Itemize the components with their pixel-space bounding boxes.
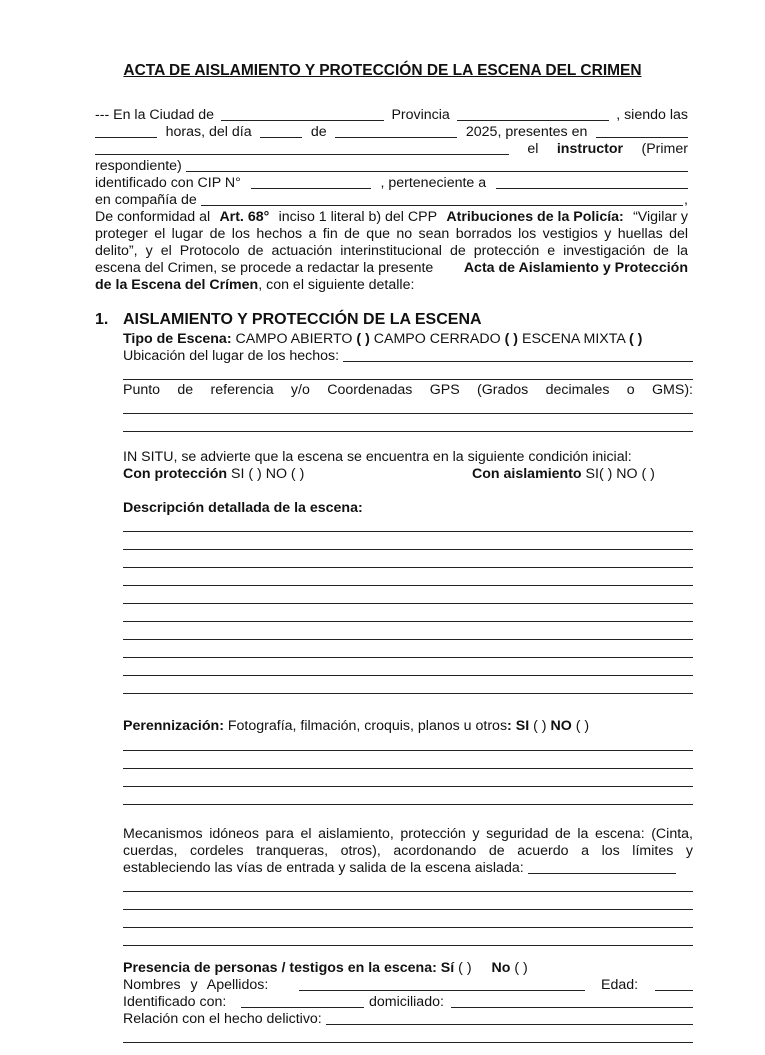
location-line bbox=[123, 348, 693, 365]
identified-label: Identificado con: bbox=[123, 994, 227, 1010]
month-field[interactable] bbox=[335, 124, 457, 138]
answer-line[interactable] bbox=[123, 567, 693, 568]
insitu-text: IN SITU, se advierte que la escena se encuentra en la siguiente condición inicial: bbox=[123, 449, 632, 465]
age-label: Edad: bbox=[601, 977, 639, 993]
intro-line-6 bbox=[95, 192, 688, 209]
answer-line[interactable] bbox=[123, 413, 693, 414]
names-label: Nombres y Apellidos: bbox=[123, 977, 269, 993]
location-input[interactable] bbox=[343, 348, 693, 362]
address-input[interactable] bbox=[451, 994, 693, 1008]
legal-text: , con el siguiente detalle: bbox=[258, 277, 415, 293]
answer-line[interactable] bbox=[123, 891, 693, 892]
protection-yes-checkbox[interactable]: SI ( ) bbox=[231, 466, 262, 482]
intro-company-label: en compañía de bbox=[95, 192, 197, 208]
answer-line[interactable] bbox=[123, 549, 693, 550]
isolation-label: Con aislamiento bbox=[472, 466, 582, 482]
names-input[interactable] bbox=[299, 977, 585, 991]
intro-time-label: , siendo las bbox=[616, 107, 688, 123]
intro-day-label: horas, del día bbox=[165, 124, 252, 140]
answer-line[interactable] bbox=[123, 750, 693, 751]
legal-line-3: delito”, y el Protocolo de actuación interinstitucional de protección e investigación de la bbox=[95, 243, 688, 259]
description-heading bbox=[123, 500, 693, 517]
witnesses-no-checkbox[interactable]: ( ) bbox=[514, 960, 528, 976]
legal-line-5 bbox=[95, 277, 688, 294]
intro-comma: , bbox=[684, 192, 688, 208]
legal-line-4 bbox=[95, 260, 688, 277]
witnesses-yes-checkbox[interactable]: ( ) bbox=[458, 960, 472, 976]
address-label: domiciliado: bbox=[369, 994, 444, 1010]
location-label: Ubicación del lugar de los hechos: bbox=[123, 348, 340, 364]
option-mixed-scene: ESCENA MIXTA bbox=[522, 331, 626, 347]
legal-text: “Vigilar y bbox=[633, 209, 688, 225]
mechanisms-input[interactable] bbox=[528, 860, 676, 874]
answer-line[interactable] bbox=[123, 621, 693, 622]
answer-line[interactable] bbox=[123, 675, 693, 676]
witnesses-yes-label: Sí bbox=[440, 960, 455, 976]
mechanisms-line-3 bbox=[123, 860, 693, 877]
province-field[interactable] bbox=[457, 107, 609, 121]
respondent-field[interactable] bbox=[186, 158, 688, 172]
answer-line[interactable] bbox=[123, 657, 693, 658]
answer-line[interactable] bbox=[123, 927, 693, 928]
mechanisms-label: estableciendo las vías de entrada y salida de la escena aislada: bbox=[123, 860, 524, 876]
answer-line[interactable] bbox=[123, 786, 693, 787]
protection-label: Con protección bbox=[123, 466, 228, 482]
section-1-heading bbox=[95, 311, 482, 329]
perennization-no-label: NO bbox=[550, 718, 572, 734]
protection-group bbox=[123, 466, 304, 483]
answer-line[interactable] bbox=[123, 585, 693, 586]
answer-line[interactable] bbox=[123, 603, 693, 604]
intro-belonging-label: , perteneciente a bbox=[380, 175, 487, 191]
answer-line[interactable] bbox=[123, 639, 693, 640]
legal-act-name: de la Escena del Crímen bbox=[95, 277, 259, 293]
option-closed-field: CAMPO CERRADO bbox=[373, 331, 501, 347]
perennization-no-checkbox[interactable]: ( ) bbox=[575, 718, 590, 734]
cip-field[interactable] bbox=[251, 175, 371, 189]
day-field[interactable] bbox=[260, 124, 302, 138]
legal-line-1 bbox=[95, 209, 688, 226]
belonging-field[interactable] bbox=[496, 175, 688, 189]
intro-line-4 bbox=[95, 158, 688, 175]
location-field[interactable] bbox=[95, 141, 509, 155]
scene-type-line bbox=[123, 331, 693, 348]
perennization-line bbox=[123, 718, 693, 735]
open-field-checkbox[interactable]: ( ) bbox=[356, 331, 370, 347]
isolation-yes-checkbox[interactable]: SI( ) bbox=[585, 466, 613, 482]
company-field[interactable] bbox=[201, 192, 683, 206]
answer-line[interactable] bbox=[123, 693, 693, 694]
perennization-yes-label: SI bbox=[515, 718, 530, 734]
answer-line[interactable] bbox=[123, 1042, 693, 1043]
mixed-scene-checkbox[interactable]: ( ) bbox=[628, 331, 643, 347]
intro-cip-label: identificado con CIP N° bbox=[95, 175, 241, 191]
legal-text: escena del Crimen, se procede a redactar la presente bbox=[95, 260, 434, 276]
witnesses-no-label: No bbox=[491, 960, 511, 976]
witnesses-line bbox=[123, 960, 693, 977]
city-field[interactable] bbox=[221, 107, 384, 121]
section-number: 1. bbox=[95, 311, 109, 328]
answer-line[interactable] bbox=[123, 431, 693, 432]
section-title: AISLAMIENTO Y PROTECCIÓN DE LA ESCENA bbox=[123, 311, 482, 328]
hours-field[interactable] bbox=[95, 124, 157, 138]
answer-line[interactable] bbox=[123, 379, 693, 380]
document-title: ACTA DE AISLAMIENTO Y PROTECCIÓN DE LA ESCENA DEL CRIMEN bbox=[123, 62, 642, 79]
legal-article: Art. 68° bbox=[219, 209, 270, 225]
mechanisms-line-1: Mecanismos idóneos para el aislamiento, protección y seguridad de la escena: (Cinta, bbox=[123, 826, 693, 842]
legal-line-2: proteger el lugar de los hechos a fin de que no sean borrados los vestigios y huellas del bbox=[95, 226, 688, 242]
intro-line-1 bbox=[95, 107, 688, 124]
condition-line bbox=[123, 466, 693, 483]
perennization-label: Perennización: bbox=[123, 718, 224, 734]
identified-line bbox=[123, 994, 693, 1011]
mechanisms-line-2: cuerdas, cordeles tranqueras, otros), acordonando de acuerdo a los límites y bbox=[123, 843, 693, 859]
answer-line[interactable] bbox=[123, 768, 693, 769]
legal-act-name: Acta de Aislamiento y Protección bbox=[463, 260, 688, 276]
reference-point-label: Punto de referencia y/o Coordenadas GPS (Grados decimales o GMS): bbox=[123, 382, 693, 398]
colon: : bbox=[507, 718, 512, 734]
intro-line-2 bbox=[95, 124, 688, 141]
legal-text: inciso 1 literal b) del CPP bbox=[278, 209, 438, 225]
identified-input[interactable] bbox=[241, 994, 364, 1008]
intro-instructor-label: instructor bbox=[556, 141, 624, 157]
option-open-field: CAMPO ABIERTO bbox=[235, 331, 353, 347]
isolation-group bbox=[472, 466, 655, 483]
answer-line[interactable] bbox=[123, 909, 693, 910]
legal-text: De conformidad al bbox=[95, 209, 211, 225]
answer-line[interactable] bbox=[123, 804, 693, 805]
intro-line-5 bbox=[95, 175, 688, 192]
isolation-no-checkbox[interactable]: NO ( ) bbox=[616, 466, 655, 482]
intro-province-label: Provincia bbox=[391, 107, 450, 123]
age-input[interactable] bbox=[655, 977, 693, 991]
relation-label: Relación con el hecho delictivo: bbox=[123, 1011, 322, 1027]
names-line bbox=[123, 977, 693, 994]
answer-line[interactable] bbox=[123, 531, 693, 532]
perennization-yes-checkbox[interactable]: ( ) bbox=[533, 718, 547, 734]
intro-line-3 bbox=[95, 141, 688, 158]
intro-the-label: el bbox=[527, 141, 539, 157]
intro-present-label: 2025, presentes en bbox=[465, 124, 588, 140]
intro-city-label: --- En la Ciudad de bbox=[95, 107, 215, 123]
intro-respondent-label: respondiente) bbox=[95, 158, 182, 174]
relation-input[interactable] bbox=[326, 1011, 693, 1025]
intro-first-label: (Primer bbox=[641, 141, 688, 157]
description-label: Descripción detallada de la escena: bbox=[123, 500, 363, 516]
witnesses-label: Presencia de personas / testigos en la escena: bbox=[123, 960, 437, 976]
closed-field-checkbox[interactable]: ( ) bbox=[504, 331, 519, 347]
relation-line bbox=[123, 1011, 693, 1028]
intro-of-label: de bbox=[310, 124, 327, 140]
present-at-field[interactable] bbox=[596, 124, 688, 138]
protection-no-checkbox[interactable]: NO ( ) bbox=[265, 466, 305, 482]
scene-type-label: Tipo de Escena: bbox=[123, 331, 232, 347]
answer-line[interactable] bbox=[123, 945, 693, 946]
legal-attributions: Atribuciones de la Policía: bbox=[446, 209, 624, 225]
perennization-text: Fotografía, filmación, croquis, planos u otros bbox=[227, 718, 508, 734]
